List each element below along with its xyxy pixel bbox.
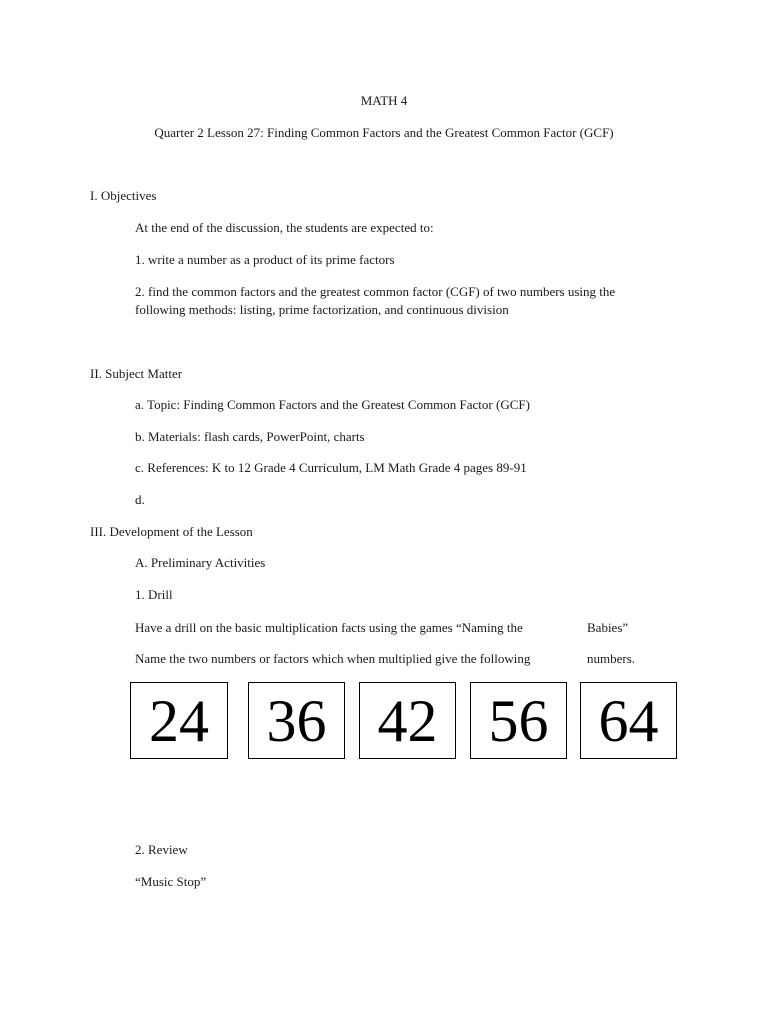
subject-topic: a. Topic: Finding Common Factors and the Greatest Common Factor (GCF) — [135, 397, 530, 412]
subject-item-d: d. — [135, 492, 145, 507]
name-numbers-text: Name the two numbers or factors which when multiplied give the following — [135, 651, 531, 666]
number-card: 42 — [359, 682, 456, 759]
subject-matter-heading: II. Subject Matter — [90, 366, 183, 381]
objective-item-1: 1. write a number as a product of its prime factors — [135, 252, 395, 267]
objectives-intro: At the end of the discussion, the students are expected to: — [135, 220, 434, 235]
subject-references: c. References: K to 12 Grade 4 Curriculum, LM Math Grade 4 pages 89-91 — [135, 460, 527, 475]
number-card: 36 — [248, 682, 345, 759]
objectives-heading: I. Objectives — [90, 188, 157, 203]
subject-materials: b. Materials: flash cards, PowerPoint, charts — [135, 429, 365, 444]
lesson-title: Quarter 2 Lesson 27: Finding Common Factors and the Greatest Common Factor (GCF) — [154, 125, 614, 140]
drill-text-end: Babies” — [587, 620, 629, 635]
number-card: 64 — [580, 682, 677, 759]
document-title: MATH 4 — [360, 93, 408, 108]
name-numbers-text-end: numbers. — [587, 651, 636, 666]
development-heading: III. Development of the Lesson — [90, 524, 253, 539]
objective-item-2-line-1: 2. find the common factors and the greatest common factor (CGF) of two numbers using the — [135, 284, 616, 299]
drill-text: Have a drill on the basic multiplication facts using the games “Naming the — [135, 620, 523, 635]
objective-item-2-line-2: following methods: listing, prime factorization, and continuous division — [135, 302, 509, 317]
preliminary-activities: A. Preliminary Activities — [135, 555, 266, 570]
number-card: 56 — [470, 682, 567, 759]
music-stop-activity: “Music Stop” — [135, 874, 207, 889]
number-card: 24 — [130, 682, 228, 759]
drill-heading: 1. Drill — [135, 587, 173, 602]
review-heading: 2. Review — [135, 842, 188, 857]
